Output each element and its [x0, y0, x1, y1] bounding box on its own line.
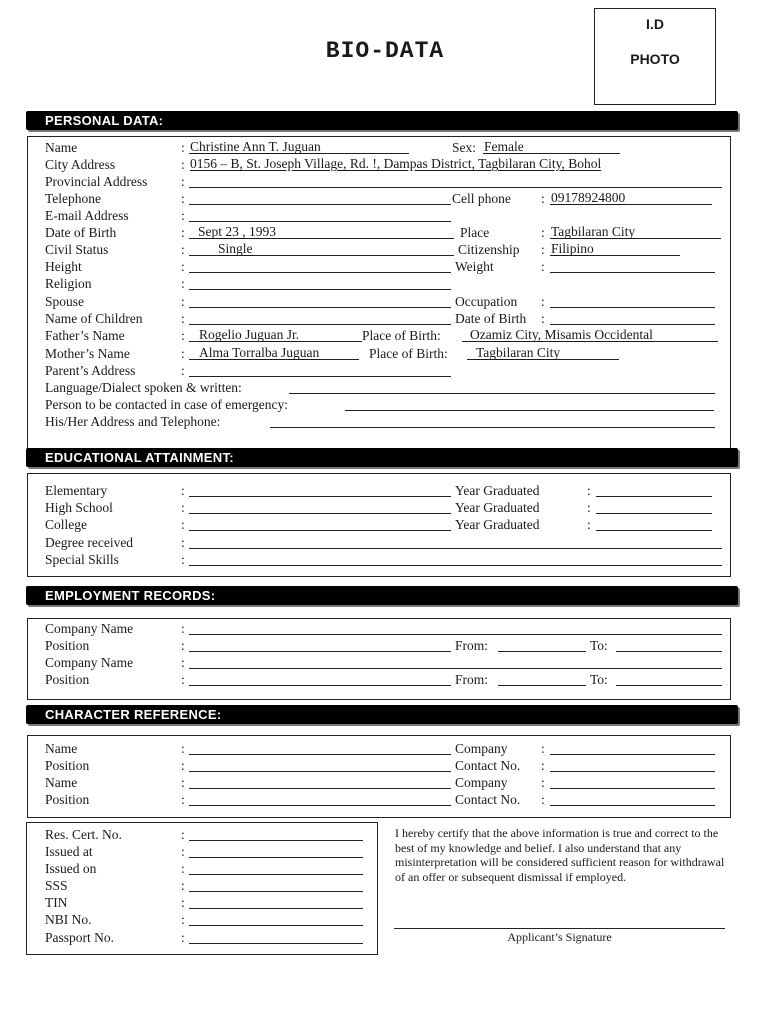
colon: : — [541, 294, 545, 309]
mother-label: Mother’s Name — [45, 346, 130, 361]
year-graduated-label: Year Graduated — [455, 500, 540, 515]
sss-label: SSS — [45, 878, 68, 893]
colon: : — [181, 672, 185, 687]
position-field-2[interactable] — [189, 671, 451, 686]
ref-company-label: Company — [455, 775, 508, 790]
colon: : — [541, 758, 545, 773]
issued-on-label: Issued on — [45, 861, 97, 876]
page-title: BIO-DATA — [325, 38, 445, 64]
degree-field[interactable] — [189, 534, 722, 549]
colon: : — [181, 535, 185, 550]
height-field[interactable] — [189, 258, 451, 273]
issued-at-label: Issued at — [45, 844, 93, 859]
college-label: College — [45, 517, 87, 532]
civil-status-value: Single — [218, 241, 253, 256]
nbi-label: NBI No. — [45, 912, 92, 927]
colon: : — [541, 775, 545, 790]
children-dob-label: Date of Birth — [455, 311, 527, 326]
ref-position-label: Position — [45, 792, 90, 807]
occupation-field[interactable] — [550, 293, 715, 308]
weight-field[interactable] — [550, 258, 715, 273]
colon: : — [181, 294, 185, 309]
tin-label: TIN — [45, 895, 68, 910]
spouse-label: Spouse — [45, 294, 85, 309]
passport-field[interactable] — [189, 929, 363, 944]
colon: : — [181, 912, 185, 927]
colon: : — [181, 328, 185, 343]
colon: : — [541, 242, 545, 257]
colon: : — [181, 191, 185, 206]
from-label: From: — [455, 638, 489, 653]
dob-label: Date of Birth — [45, 225, 117, 240]
emergency-contact-label: Person to be contacted in case of emergency: — [45, 397, 289, 412]
colon: : — [181, 621, 185, 636]
father-pob-label: Place of Birth: — [362, 328, 441, 343]
company-label: Company Name — [45, 621, 134, 636]
emergency-address-label: His/Her Address and Telephone: — [45, 414, 221, 429]
children-label: Name of Children — [45, 311, 143, 326]
elementary-field[interactable] — [189, 482, 451, 497]
city-address-value[interactable]: 0156 – B, St. Joseph Village, Rd. !, Dampas District, Tagbilaran City, Bohol — [190, 156, 602, 171]
colon: : — [181, 140, 185, 155]
degree-label: Degree received — [45, 535, 134, 550]
colon: : — [541, 792, 545, 807]
cellphone-value: 09178924800 — [551, 190, 626, 205]
ref-position-field-2[interactable] — [189, 791, 451, 806]
mother-pob-label: Place of Birth: — [369, 346, 448, 361]
telephone-field[interactable] — [189, 190, 451, 205]
ref-contact-field-1[interactable] — [550, 757, 715, 772]
colon: : — [541, 741, 545, 756]
id-photo-box — [594, 8, 716, 105]
elementary-year-field[interactable] — [596, 482, 712, 497]
colon: : — [541, 225, 545, 240]
telephone-label: Telephone — [45, 191, 102, 206]
company-field-2[interactable] — [189, 654, 722, 669]
emergency-contact-field[interactable] — [345, 396, 714, 411]
photo-box-label-id: I.D — [646, 16, 664, 32]
colon: : — [181, 174, 185, 189]
colon: : — [181, 500, 185, 515]
section-header-education: EDUCATIONAL ATTAINMENT: — [26, 448, 738, 467]
ref-position-field-1[interactable] — [189, 757, 451, 772]
company-label: Company Name — [45, 655, 134, 670]
sex-value: Female — [484, 139, 524, 154]
from-field-1[interactable] — [498, 637, 586, 652]
section-header-reference: CHARACTER REFERENCE: — [26, 705, 738, 724]
colon: : — [181, 311, 185, 326]
colon: : — [181, 157, 185, 172]
email-field[interactable] — [189, 207, 451, 222]
section-header-employment: EMPLOYMENT RECORDS: — [26, 586, 738, 605]
dob-value: Sept 23 , 1993 — [198, 224, 277, 239]
college-year-field[interactable] — [596, 516, 712, 531]
spouse-field[interactable] — [189, 293, 451, 308]
colon: : — [181, 276, 185, 291]
ref-position-label: Position — [45, 758, 90, 773]
skills-label: Special Skills — [45, 552, 119, 567]
from-field-2[interactable] — [498, 671, 586, 686]
weight-label: Weight — [455, 259, 494, 274]
religion-label: Religion — [45, 276, 92, 291]
colon: : — [181, 259, 185, 274]
sss-field[interactable] — [189, 877, 363, 892]
email-label: E-mail Address — [45, 208, 129, 223]
ref-name-label: Name — [45, 775, 78, 790]
ref-company-label: Company — [455, 741, 508, 756]
father-pob-value: Ozamiz City, Misamis Occidental — [470, 327, 653, 342]
mother-value: Alma Torralba Juguan — [199, 345, 320, 360]
religion-field[interactable] — [189, 275, 451, 290]
ref-contact-field-2[interactable] — [550, 791, 715, 806]
colon: : — [587, 517, 591, 532]
position-label: Position — [45, 638, 90, 653]
father-label: Father’s Name — [45, 328, 125, 343]
res-cert-label: Res. Cert. No. — [45, 827, 122, 842]
nbi-field[interactable] — [189, 911, 363, 926]
company-field-1[interactable] — [189, 620, 722, 635]
civil-status-label: Civil Status — [45, 242, 109, 257]
language-field[interactable] — [289, 379, 715, 394]
father-value: Rogelio Juguan Jr. — [199, 327, 300, 342]
ref-contact-label: Contact No. — [455, 792, 521, 807]
high-school-label: High School — [45, 500, 113, 515]
colon: : — [181, 638, 185, 653]
colon: : — [587, 483, 591, 498]
occupation-label: Occupation — [455, 294, 518, 309]
colon: : — [181, 225, 185, 240]
colon: : — [587, 500, 591, 515]
colon: : — [181, 655, 185, 670]
colon: : — [181, 517, 185, 532]
colon: : — [181, 844, 185, 859]
colon: : — [181, 861, 185, 876]
place-label: Place — [460, 225, 490, 240]
place-value: Tagbilaran City — [551, 224, 636, 239]
colon: : — [181, 758, 185, 773]
skills-field[interactable] — [189, 551, 722, 566]
name-label: Name — [45, 140, 78, 155]
tin-field[interactable] — [189, 894, 363, 909]
issued-on-field[interactable] — [189, 860, 363, 875]
parents-address-label: Parent’s Address — [45, 363, 136, 378]
ref-company-field-2[interactable] — [550, 774, 715, 789]
to-field-1[interactable] — [616, 637, 722, 652]
colon: : — [181, 895, 185, 910]
res-cert-field[interactable] — [189, 826, 363, 841]
name-value: Christine Ann T. Juguan — [190, 139, 321, 154]
elementary-label: Elementary — [45, 483, 108, 498]
colon: : — [181, 827, 185, 842]
to-label: To: — [590, 638, 608, 653]
parents-address-field[interactable] — [189, 362, 451, 377]
language-label: Language/Dialect spoken & written: — [45, 380, 242, 395]
ref-name-field-1[interactable] — [189, 740, 451, 755]
ref-name-field-2[interactable] — [189, 774, 451, 789]
colon: : — [181, 363, 185, 378]
emergency-address-field[interactable] — [270, 413, 715, 428]
city-address-label: City Address — [45, 157, 116, 172]
colon: : — [181, 483, 185, 498]
colon: : — [181, 878, 185, 893]
signature-line[interactable] — [394, 928, 725, 929]
colon: : — [541, 311, 545, 326]
position-label: Position — [45, 672, 90, 687]
position-field-1[interactable] — [189, 637, 451, 652]
children-dob-field[interactable] — [550, 310, 715, 325]
college-field[interactable] — [189, 516, 451, 531]
passport-label: Passport No. — [45, 930, 115, 945]
high-school-year-field[interactable] — [596, 499, 712, 514]
colon: : — [181, 792, 185, 807]
colon: : — [181, 552, 185, 567]
ref-name-label: Name — [45, 741, 78, 756]
children-field[interactable] — [189, 310, 451, 325]
citizenship-value: Filipino — [551, 241, 594, 256]
height-label: Height — [45, 259, 82, 274]
sex-label: Sex: — [452, 140, 477, 155]
colon: : — [181, 741, 185, 756]
year-graduated-label: Year Graduated — [455, 517, 540, 532]
mother-pob-value: Tagbilaran City — [476, 345, 561, 360]
to-label: To: — [590, 672, 608, 687]
colon: : — [181, 208, 185, 223]
photo-box-label-photo: PHOTO — [630, 51, 680, 67]
provincial-address-field[interactable] — [189, 173, 722, 188]
cellphone-label: Cell phone — [452, 191, 511, 206]
issued-at-field[interactable] — [189, 843, 363, 858]
certification-text: I hereby certify that the above information is true and correct to the best of my knowledge and belief. I also understand that any misinterpretation will be considered sufficient reason for withdrawal of an offer or subsequent dismissal if employed. — [395, 826, 725, 884]
signature-label: Applicant’s Signature — [507, 930, 612, 944]
to-field-2[interactable] — [616, 671, 722, 686]
colon: : — [181, 242, 185, 257]
provincial-address-label: Provincial Address — [45, 174, 148, 189]
ref-contact-label: Contact No. — [455, 758, 521, 773]
colon: : — [541, 259, 545, 274]
high-school-field[interactable] — [189, 499, 451, 514]
colon: : — [181, 346, 185, 361]
colon: : — [181, 930, 185, 945]
colon: : — [181, 775, 185, 790]
colon: : — [541, 191, 545, 206]
citizenship-label: Citizenship — [458, 242, 520, 257]
year-graduated-label: Year Graduated — [455, 483, 540, 498]
ref-company-field-1[interactable] — [550, 740, 715, 755]
from-label: From: — [455, 672, 489, 687]
section-header-personal: PERSONAL DATA: — [26, 111, 738, 130]
